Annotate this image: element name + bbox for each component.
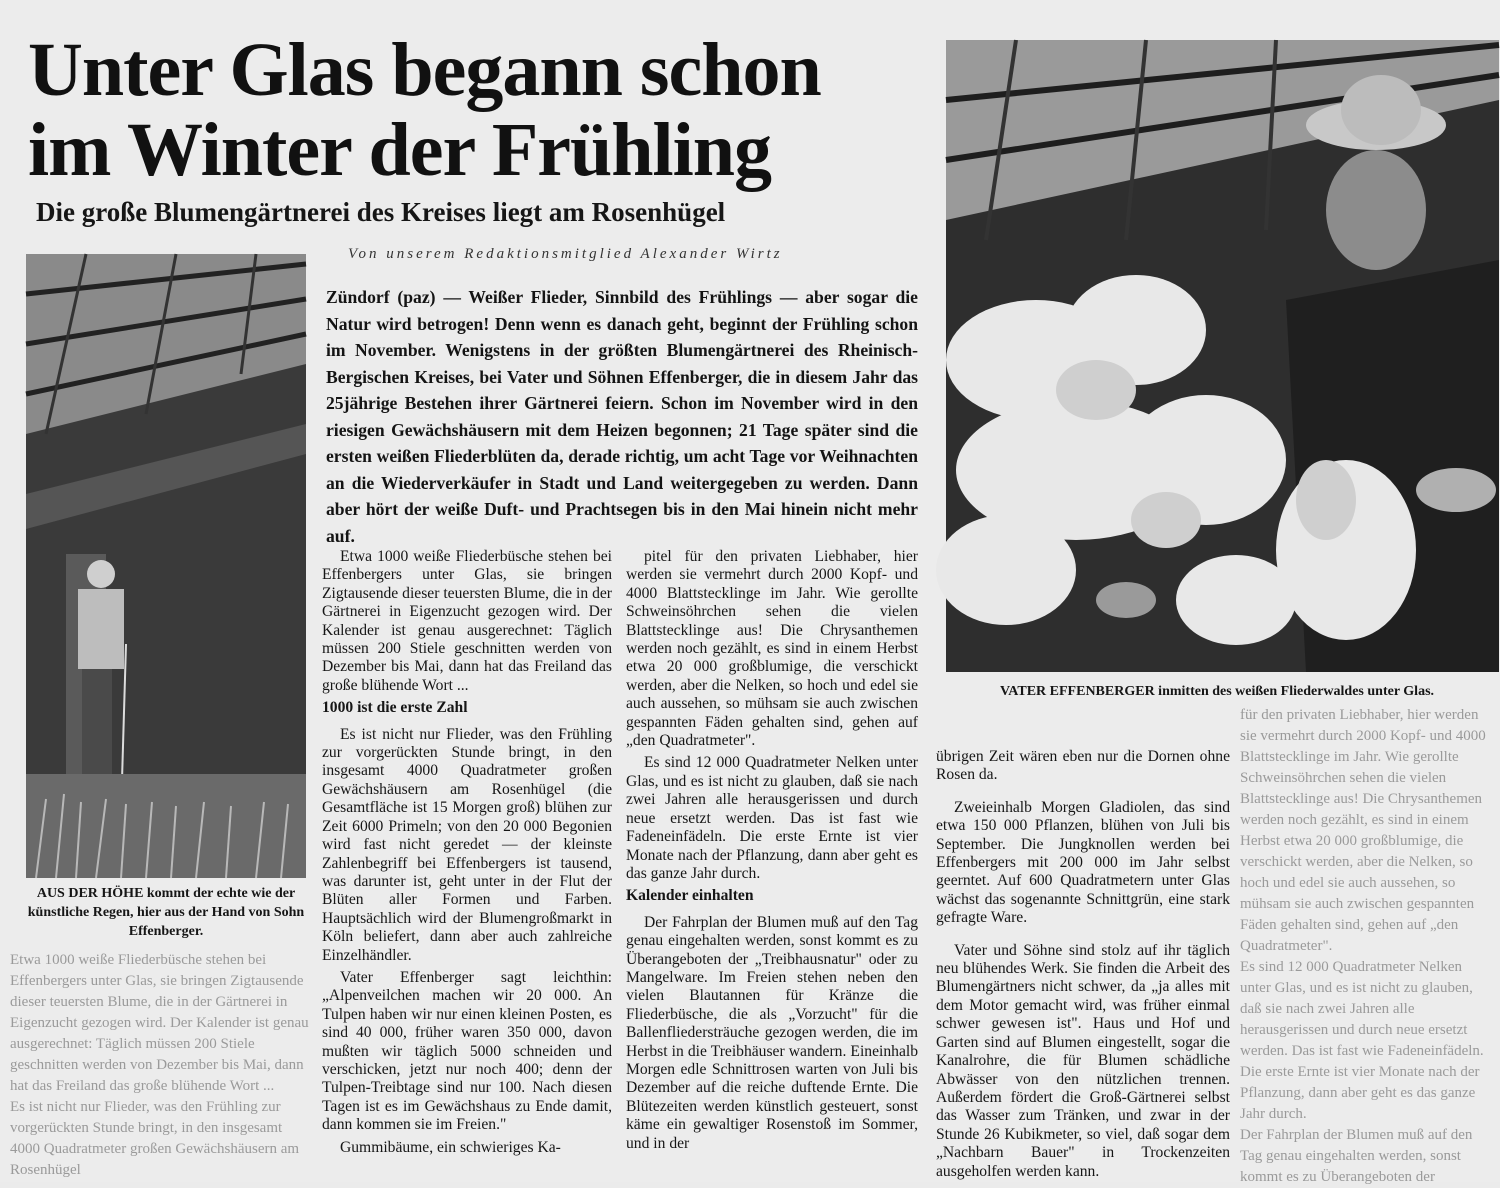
col2-paragraph: pitel für den privaten Liebhaber, hier werden sie vermehrt durch 2000 Kopf- und 4000 Blattstecklinge im Jahr. Wie gerollte Schweinsöhrchen sehen die vielen Blattstecklinge aus! Die Chrysanthemen werden noch gezählt, es sind in einem Herbst etwa 20 000 großblumige, die verschickt werden, aber die Nelken, so hoch und edel sie auch aussehen, so mühsam sie auch zwischen gespannten Fäden gehalten sind, gehen auf „den Quadratmeter". <box>626 548 918 750</box>
greenhouse-worker-photo <box>26 254 306 878</box>
article-byline: Von unserem Redaktionsmitglied Alexander Wirtz <box>348 246 783 262</box>
col2-paragraph: Der Fahrplan der Blumen muß auf den Tag genau eingehalten werden, sonst kommt es zu Überangeboten der „Treibhausnatur" oder zu Mangelware. Im Freien stehen neben den vielen Blautannen für Kränze die Fliederbüsche, die als „Vorzucht" für die Ballenfliedersträuche gezogen werden, die im Herbst in die Treibhäuser wandern. Eineinhalb Morgen edle Schnittrosen warten von Juli bis Dezember auf die reiche duftende Ernte. Die Blütezeiten werden künstlich gesteuert, sonst käme ein gewaltiger Rosenstoß im Sommer, und in der <box>626 913 918 1152</box>
col2-subheading: Kalender einhalten <box>626 887 754 905</box>
col3-paragraph: Zweieinhalb Morgen Gladiolen, das sind etwa 150 000 Pflanzen, blühen von Juli bis September. Die Jungknollen werden bei Effenbergers mit 200 000 im Jahr selbst geerntet. Auf 600 Quadratmetern unter Glas wächst das sogenannte Schnittgrün, eine stark gefragte Ware. <box>936 798 1230 927</box>
article-lead: Zündorf (paz) — Weißer Flieder, Sinnbild des Frühlings — aber sogar die Natur wird betrogen! Denn wenn es danach geht, beginnt der Frühling schon im November. Wenigstens in der größten Blumengärtnerei des Rheinisch-Bergischen Kreises, bei Vater und Söhnen Effenberger, die in diesem Jahr das 25jährige Bestehen ihrer Gärtnerei feiern. Schon im November wird in den riesigen Gewächshäusern mit dem Heizen begonnen; 21 Tage später sind die ersten weißen Fliederblüten da, derade richtig, um acht Tage vor Weihnachten an die Wiederverkäufer in Stadt und Land weitergegeben zu werden. Dann aber hört der weiße Duft- und Prachtsegen bis in den Mai hinein nicht mehr auf. <box>326 287 918 546</box>
article-subheadline: Die große Blumengärtnerei des Kreises liegt am Rosenhügel <box>36 197 726 227</box>
article-column-1 <box>322 548 612 1161</box>
headline-line-1: Unter Glas begann schon <box>28 28 821 112</box>
bleed-through-right: für den privaten Liebhaber, hier werden sie vermehrt durch 2000 Kopf- und 4000 Blattstecklinge im Jahr. Wie gerollte Schweinsöhrchen sehen die vielen Blattstecklinge aus! Die Chrysanthemen werden noch gezählt, es sind in einem Herbst etwa 20 000 großblumige, die verschickt werden, aber die Nelken, so hoch und edel sie auch aussehen, so mühsam sie auch zwischen gespannten Fäden gehalten sind, gehen auf „den Quadratmeter". Es sind 12 000 Quadratmeter Nelken unter Glas, und es ist nicht zu glauben, daß sie nach zwei Jahren alle herausgerissen und durch neue ersetzt werden. Das ist fast wie Fadeneinfädeln. Die erste Ernte ist vier Monate nach der Pflanzung, dann aber geht es das ganze Jahr durch. Der Fahrplan der Blumen muß auf den Tag genau eingehalten werden, sonst kommt es zu Überangeboten der <box>1240 707 1486 1185</box>
col1-subheading: 1000 ist die erste Zahl <box>322 699 468 717</box>
article-column-2 <box>626 548 918 1157</box>
left-photo-caption: AUS DER HÖHE kommt der echte wie der künstliche Regen, hier aus der Hand von Sohn Effenberger. <box>27 886 305 939</box>
col3-paragraph: übrigen Zeit wären eben nur die Dornen ohne Rosen da. <box>936 748 1230 784</box>
col3-paragraph: Vater und Söhne sind stolz auf ihr täglich neu blühendes Werk. Sie finden die Arbeit des Blumengärtners nicht schwer, da „ja alles mit dem Motor gemacht wird, was früher einmal schwer gewesen ist". Haus und Hof und Garten sind auf Blumen eingestellt, sogar die Kanalrohre, die für Blumen schädliche Abwässer von den nützlichen trennen. Außerdem fördert die Groß-Gärtnerei selbst das Wasser zum Tränken, und zwar in der Stunde 26 Kubikmeter, so viel, daß sogar dem „Nachbarn Bauer" in Trockenzeiten ausgeholfen werden kann. <box>936 941 1230 1180</box>
col1-paragraph: Gummibäume, ein schwieriges Ka- <box>340 1138 561 1156</box>
right-photo-caption: VATER EFFENBERGER inmitten des weißen Fliederwaldes unter Glas. <box>1000 684 1435 699</box>
headline-line-2: im Winter der Frühling <box>28 108 772 192</box>
col2-paragraph: Es sind 12 000 Quadratmeter Nelken unter Glas, und es ist nicht zu glauben, daß sie nach zwei Jahren alle herausgerissen und durch neue ersetzt werden. Das ist fast wie Fadeneinfädeln. Die erste Ernte ist vier Monate nach der Pflanzung, dann aber geht es das ganze Jahr durch. <box>626 754 918 882</box>
article-column-3 <box>936 748 1230 1185</box>
col1-paragraph: Es ist nicht nur Flieder, was den Frühling zur vorgerückten Stunde bringt, in den insgesamt 4000 Quadratmeter großen Gewächshäusern am Rosenhügel (die Gesamtfläche ist 15 Morgen groß) blühen zur Zeit 6000 Primeln; von den 20 000 Begonien wird fast nicht geredet — der kleinste Zahlenbegriff bei Effenbergers ist tausend, was darunter ist, geht unter in der Flut der Blüten aller Formen und Farben. Hauptsächlich wird der Blumengroßmarkt in Köln beliefert, dann aber auch zahlreiche Einzelhändler. <box>322 725 612 964</box>
lilac-greenhouse-photo <box>946 40 1499 672</box>
col1-paragraph: Etwa 1000 weiße Fliederbüsche stehen bei Effenbergers unter Glas, sie bringen Zigtausende dieser teuersten Blume, die in der Gärtnerei in Eigenzucht gezogen wird. Der Kalender ist genau ausgerechnet: Täglich müssen 200 Stiele geschnitten werden von Dezember bis Mai, dann hat das Freiland das große blühende Wort ... <box>322 548 612 694</box>
bleed-through-left: Etwa 1000 weiße Fliederbüsche stehen bei Effenbergers unter Glas, sie bringen Zigtausende dieser teuersten Blume, die in der Gärtnerei in Eigenzucht gezogen wird. Der Kalender ist genau ausgerechnet: Täglich müssen 200 Stiele geschnitten werden von Dezember bis Mai, dann hat das Freiland das große blühende Wort ... Es ist nicht nur Flieder, was den Frühling zur vorgerückten Stunde bringt, in den insgesamt 4000 Quadratmeter großen Gewächshäusern am Rosenhügel <box>10 952 309 1178</box>
col1-paragraph: Vater Effenberger sagt leichthin: „Alpenveilchen machen wir 20 000. An Tulpen haben wir nur einen kleinen Posten, es sind 40 000, früher waren 350 000, davon mußten wir täglich 5000 schneiden und verschicken, jetzt nur noch 400; denn der Tulpen-Treibtage sind nur 100. Nach diesen Tagen ist es im Gewächshaus zu Ende damit, dann kommen sie im Freien." <box>322 968 612 1134</box>
article-headline <box>28 30 928 190</box>
